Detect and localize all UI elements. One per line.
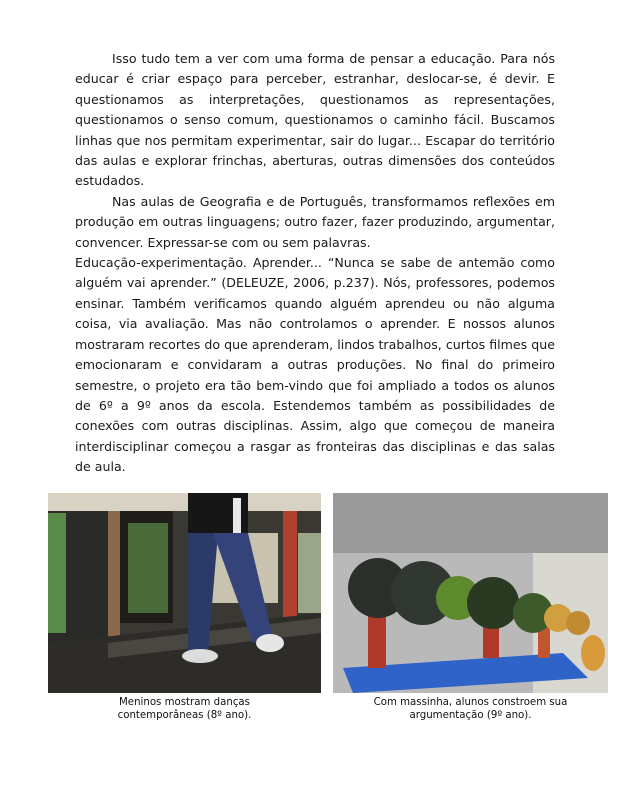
- dance-photo: [48, 493, 321, 693]
- caption-clay-line-1: Com massinha, alunos constroem sua: [373, 697, 568, 708]
- caption-dance-line-1: Meninos mostram danças: [119, 697, 250, 708]
- body-text: [75, 49, 555, 478]
- caption-clay-line-2: argumentação (9º ano).: [409, 709, 532, 721]
- caption-dance-line-2: contemporâneas (8º ano).: [117, 709, 252, 721]
- caption-clay: [333, 697, 608, 722]
- paragraph-1: Isso tudo tem a ver com uma forma de pensar a educação. Para nós educar é criar espaço para perceber, estranhar, deslocar-se, é devir. E questionamos as interpretações, questionamos as representações, questionamos o senso comum, questionamos o caminho fácil. Buscamos linhas que nos permitam experimentar, sair do lugar... Escapar do território das aulas e explorar frinchas, aberturas, outras dimensões dos conteúdos estudados.: [75, 51, 555, 189]
- paragraph-2: Nas aulas de Geografia e de Português, transformamos reflexões em produção em outras linguagens; outro fazer, fazer produzindo, argumentar, convencer. Expressar-se com ou sem palavras.: [75, 193, 555, 250]
- figure-dance: [48, 493, 321, 722]
- figure-clay: [333, 493, 608, 722]
- clay-photo: [333, 493, 608, 693]
- caption-dance: [48, 697, 321, 722]
- paragraph-3: Educação-experimentação. Aprender... “Nunca se sabe de antemão como alguém vai aprender.” (DELEUZE, 2006, p.237). Nós, professores, podemos ensinar. Também verificamos quando alguém aprendeu ou não alguma coisa, via avaliação. Mas não controlamos o aprender. E nossos alunos mostraram recortes do que aprenderam, lindos trabalhos, curtos filmes que emocionaram e convidaram a outras produções. No final do primeiro semestre, o projeto era tão bem-vindo que foi ampliado a todos os alunos de 6º a 9º anos da escola. Estendemos também as possibilidades de conexões com outras disciplinas. Assim, algo que começou de maneira interdisciplinar começou a rasgar as fronteiras das disciplinas e das salas de aula.: [75, 255, 555, 475]
